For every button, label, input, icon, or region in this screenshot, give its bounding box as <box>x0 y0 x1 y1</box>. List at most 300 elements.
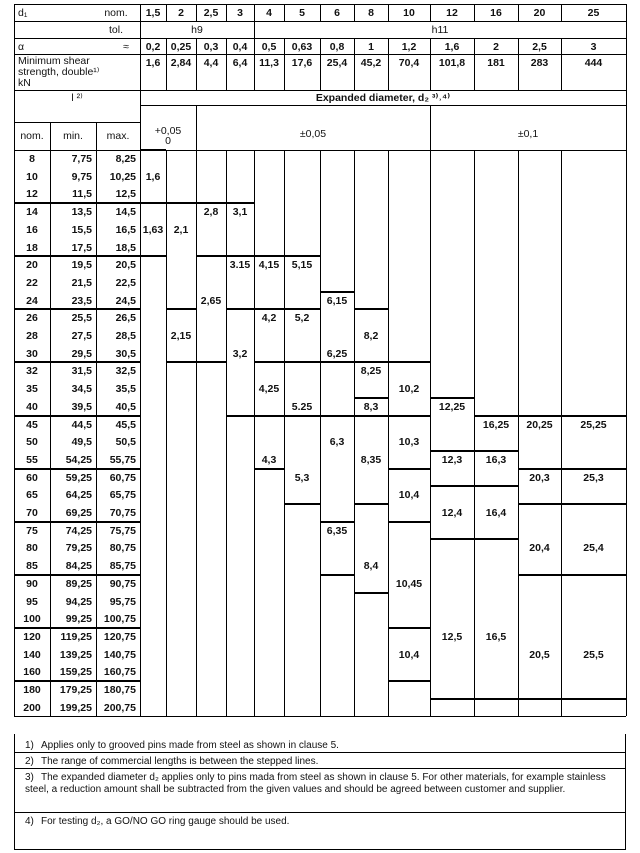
step-line <box>354 397 388 399</box>
shear-value-10: 181 <box>487 57 505 69</box>
length-nom-17: 55 <box>26 453 38 466</box>
footnote-number: 1) <box>25 740 34 751</box>
step-line <box>254 255 284 257</box>
step-line <box>196 361 226 363</box>
footnote-4 <box>25 816 610 828</box>
expanded-d8-3: 10,45 <box>395 577 423 590</box>
shear-value-9: 101,8 <box>438 57 466 69</box>
frame-right <box>626 4 627 716</box>
length-min-0: 7,75 <box>71 153 92 165</box>
expanded-d9-2: 12,4 <box>441 507 463 519</box>
length-max-23: 85,75 <box>109 560 136 573</box>
alpha-value-10: 2 <box>493 41 499 53</box>
step-line <box>196 255 226 257</box>
step-line <box>474 538 518 540</box>
length-max-11: 30,5 <box>115 347 136 360</box>
diameter-nom-2: 2,5 <box>203 7 219 19</box>
step-line <box>140 202 166 204</box>
length-min-5: 17,5 <box>71 241 92 254</box>
d1-label: d₁ <box>18 7 28 19</box>
length-max-9: 26,5 <box>115 312 136 325</box>
step-line <box>388 680 430 682</box>
expanded-d3-1: 3.15 <box>229 259 251 272</box>
expanded-d7-0: 8,2 <box>363 330 379 342</box>
expanded-d9-0: 12,25 <box>438 400 466 413</box>
column-line <box>388 150 389 716</box>
expanded-d6-3: 6,35 <box>326 524 348 537</box>
footnote-number: 4) <box>25 816 34 827</box>
length-min-1: 9,75 <box>71 170 92 183</box>
l-label: l ²⁾ <box>71 92 83 104</box>
step-line <box>140 149 166 151</box>
step-line <box>354 592 388 594</box>
step-line <box>474 485 518 487</box>
tol-h11: h11 <box>431 24 449 36</box>
length-max-7: 22,5 <box>115 276 136 289</box>
tol-label: tol. <box>108 24 123 36</box>
diameter-nom-7: 8 <box>368 7 374 19</box>
expanded-diameter-label: Expanded diameter, d₂ ³⁾˒⁴⁾ <box>315 92 451 104</box>
length-max-22: 80,75 <box>109 542 136 555</box>
diameter-nom-6: 6 <box>334 7 340 19</box>
alpha-value-3: 0,4 <box>232 41 248 53</box>
length-max-13: 35,5 <box>115 383 136 396</box>
expanded-d9-1: 12,3 <box>441 453 463 466</box>
step-line <box>474 415 518 417</box>
length-max-6: 20,5 <box>115 259 136 272</box>
group-line <box>14 521 140 523</box>
step-line <box>196 202 226 204</box>
alpha-value-9: 1,6 <box>444 41 460 53</box>
diameter-nom-0: 1,5 <box>145 7 161 19</box>
length-max-29: 160,75 <box>103 666 136 679</box>
footnote-number: 3) <box>25 772 34 783</box>
length-max-4: 16,5 <box>115 223 136 236</box>
shear-value-8: 70,4 <box>398 57 420 69</box>
col-min: min. <box>63 130 83 142</box>
step-line <box>518 574 561 576</box>
length-min-26: 99,25 <box>65 613 92 626</box>
length-max-2: 12,5 <box>115 188 136 201</box>
diameter-nom-9: 12 <box>446 7 458 19</box>
tol-h9: h9 <box>191 24 203 36</box>
group-line <box>14 627 140 629</box>
expanded-d5-2: 5.25 <box>291 400 313 413</box>
step-line <box>166 361 196 363</box>
length-min-10: 27,5 <box>71 330 92 342</box>
footnote-divider <box>15 812 625 813</box>
footnote-text: Applies only to grooved pins made from steel as shown in clause 5. <box>41 740 339 751</box>
step-line <box>561 503 626 505</box>
length-nom-31: 200 <box>23 701 41 714</box>
col-nom: nom. <box>20 130 44 142</box>
length-max-20: 70,75 <box>109 507 136 519</box>
step-line <box>430 397 474 399</box>
diameter-nom-8: 10 <box>403 7 415 19</box>
expanded-d7-2: 8,3 <box>363 400 379 413</box>
length-nom-6: 20 <box>26 259 38 272</box>
tol-group-2: ±0,05 <box>299 128 327 140</box>
diameter-nom-3: 3 <box>237 7 243 19</box>
expanded-d8-0: 10,2 <box>398 383 420 396</box>
step-line <box>254 415 284 417</box>
length-max-8: 24,5 <box>115 294 136 307</box>
length-min-2: 11,5 <box>72 188 92 201</box>
alpha-value-11: 2,5 <box>532 41 547 53</box>
shear-value-11: 283 <box>530 57 549 69</box>
expanded-d10-0: 16,25 <box>482 418 510 431</box>
step-line <box>518 698 561 700</box>
step-line <box>320 521 354 523</box>
step-line <box>226 308 254 310</box>
length-min-13: 34,5 <box>71 383 92 396</box>
length-max-24: 90,75 <box>109 577 136 590</box>
length-nom-3: 14 <box>26 206 38 219</box>
length-max-14: 40,5 <box>115 400 136 413</box>
expanded-d12-1: 25,3 <box>583 471 604 484</box>
step-line <box>354 308 388 310</box>
expanded-d11-1: 20,3 <box>529 471 550 484</box>
length-min-11: 29,5 <box>71 347 92 360</box>
footnotes <box>14 734 626 850</box>
expanded-d0-1: 1,63 <box>142 223 164 236</box>
length-nom-18: 60 <box>26 471 38 484</box>
step-line <box>226 255 254 257</box>
step-line <box>388 627 430 629</box>
length-max-18: 60,75 <box>109 471 136 484</box>
step-line <box>354 503 388 505</box>
expanded-d2-0: 2,8 <box>203 206 219 219</box>
alpha-value-1: 0,25 <box>170 41 192 53</box>
expanded-d8-1: 10,3 <box>398 436 420 449</box>
length-nom-30: 180 <box>23 684 41 696</box>
length-min-21: 74,25 <box>65 524 92 537</box>
step-line <box>430 450 474 452</box>
grid-line <box>14 90 626 91</box>
step-line <box>430 485 474 487</box>
step-line <box>354 415 388 417</box>
group-line <box>14 255 140 257</box>
grooved-pin-table <box>14 4 626 734</box>
shear-value-5: 17,6 <box>291 57 313 69</box>
length-max-16: 50,5 <box>115 436 136 449</box>
shear-value-6: 25,4 <box>326 57 348 69</box>
expanded-d12-2: 25,4 <box>583 542 604 555</box>
length-min-4: 15,5 <box>71 223 92 236</box>
length-max-21: 75,75 <box>109 524 136 537</box>
length-min-6: 19,5 <box>71 259 92 272</box>
expanded-d11-3: 20,5 <box>529 648 550 661</box>
group-line <box>14 680 140 682</box>
step-line <box>518 415 561 417</box>
expanded-d0-0: 1,6 <box>145 170 161 183</box>
expanded-d1-1: 2,15 <box>170 330 192 342</box>
length-min-31: 199,25 <box>59 701 92 714</box>
step-line <box>474 698 518 700</box>
step-line <box>388 415 430 417</box>
length-min-24: 89,25 <box>65 577 92 590</box>
alpha-value-6: 0,8 <box>329 41 345 53</box>
expanded-d4-3: 4,3 <box>261 453 277 466</box>
expanded-d11-2: 20,4 <box>529 542 550 555</box>
length-nom-15: 45 <box>26 418 38 431</box>
alpha-value-5: 0,63 <box>291 41 313 53</box>
column-line <box>196 150 197 716</box>
alpha-value-12: 3 <box>590 41 597 53</box>
length-nom-11: 30 <box>26 347 38 360</box>
step-line <box>166 202 196 204</box>
length-min-28: 139,25 <box>59 648 92 661</box>
expanded-d6-2: 6,3 <box>329 436 345 449</box>
tol-group-1: +0,05 <box>154 125 182 137</box>
column-line <box>561 150 562 716</box>
shear-label: strength, double¹⁾ <box>18 66 100 78</box>
length-nom-16: 50 <box>26 436 38 449</box>
shear-value-4: 11,3 <box>259 57 279 69</box>
step-line <box>226 415 254 417</box>
step-line <box>388 361 430 363</box>
length-nom-4: 16 <box>26 223 38 236</box>
shear-label: kN <box>18 77 31 89</box>
footnote-2 <box>25 756 610 768</box>
length-nom-2: 12 <box>26 188 38 201</box>
step-line <box>166 308 196 310</box>
shear-value-12: 444 <box>584 57 603 69</box>
expanded-d6-0: 6,15 <box>326 294 348 307</box>
length-max-10: 28,5 <box>115 330 136 342</box>
length-nom-25: 95 <box>26 595 38 608</box>
step-line <box>474 450 518 452</box>
grid-line <box>14 21 626 22</box>
grid-line <box>14 122 140 123</box>
length-nom-26: 100 <box>23 613 41 626</box>
step-line <box>284 415 320 417</box>
expanded-d3-2: 3,2 <box>232 347 248 360</box>
column-line <box>226 150 227 716</box>
step-line <box>518 468 561 470</box>
length-nom-1: 10 <box>26 170 38 183</box>
length-nom-8: 24 <box>26 294 38 307</box>
alpha-value-2: 0,3 <box>203 41 219 53</box>
step-line <box>254 468 284 470</box>
diameter-nom-4: 4 <box>266 7 272 19</box>
expanded-d3-0: 3,1 <box>232 206 248 219</box>
diameter-nom-10: 16 <box>490 7 502 19</box>
length-min-29: 159,25 <box>59 666 92 679</box>
expanded-d10-2: 16,4 <box>485 507 507 519</box>
length-min-27: 119,25 <box>60 630 92 643</box>
step-line <box>430 698 474 700</box>
step-line <box>226 202 254 204</box>
expanded-d7-4: 8,4 <box>363 560 379 573</box>
column-line <box>284 150 285 716</box>
length-min-30: 179,25 <box>59 684 92 696</box>
step-line <box>518 503 561 505</box>
column-line <box>254 150 255 716</box>
alpha-value-8: 1,2 <box>401 41 417 53</box>
length-max-26: 100,75 <box>103 613 136 626</box>
step-line <box>561 468 626 470</box>
expanded-d6-1: 6,25 <box>326 347 348 360</box>
group-line <box>14 361 140 363</box>
step-line <box>254 308 284 310</box>
step-line <box>561 698 626 700</box>
alpha-value-0: 0,2 <box>145 41 161 53</box>
step-line <box>320 291 354 293</box>
expanded-d12-3: 25,5 <box>583 648 604 661</box>
length-max-3: 14,5 <box>115 206 136 219</box>
expanded-d8-2: 10,4 <box>398 489 420 502</box>
step-line <box>320 574 354 576</box>
footnote-1 <box>25 740 610 752</box>
length-nom-13: 35 <box>26 383 38 396</box>
length-nom-22: 80 <box>26 542 38 555</box>
length-nom-24: 90 <box>26 577 38 590</box>
shear-value-3: 6,4 <box>232 57 248 69</box>
expanded-d10-3: 16,5 <box>485 630 507 643</box>
diameter-nom-11: 20 <box>533 7 546 19</box>
tol-group-1b: 0 <box>165 135 171 147</box>
length-min-23: 84,25 <box>65 560 92 573</box>
length-min-17: 54,25 <box>65 453 92 466</box>
step-line <box>254 361 284 363</box>
length-max-30: 180,75 <box>103 684 136 696</box>
step-line <box>320 415 354 417</box>
col-max: max. <box>106 130 130 142</box>
length-min-8: 23,5 <box>71 294 92 307</box>
expanded-d10-1: 16,3 <box>485 453 507 466</box>
length-nom-0: 8 <box>29 153 35 165</box>
expanded-d5-0: 5,15 <box>291 259 313 272</box>
step-line <box>388 521 430 523</box>
expanded-d7-1: 8,25 <box>360 365 382 378</box>
length-max-1: 10,25 <box>109 170 136 183</box>
length-nom-27: 120 <box>23 630 41 643</box>
length-min-14: 39,5 <box>71 400 92 413</box>
footnote-number: 2) <box>25 756 34 767</box>
group-line <box>14 468 140 470</box>
length-min-18: 59,25 <box>65 471 92 484</box>
length-max-17: 55,75 <box>109 453 136 466</box>
length-min-15: 44,5 <box>71 418 92 431</box>
expanded-d1-0: 2,1 <box>173 223 189 236</box>
diameter-nom-5: 5 <box>299 7 305 19</box>
diameter-nom-1: 2 <box>178 7 184 19</box>
group-line <box>14 308 140 310</box>
step-line <box>284 308 320 310</box>
length-nom-29: 160 <box>23 666 41 679</box>
length-min-12: 31,5 <box>71 365 92 378</box>
shear-value-2: 4,4 <box>203 57 219 69</box>
footnote-3 <box>25 772 610 796</box>
shear-value-0: 1,6 <box>145 57 161 69</box>
length-nom-28: 140 <box>23 648 41 661</box>
length-max-25: 95,75 <box>109 595 136 608</box>
footnote-text: The expanded diameter d₂ applies only to pins mada from steel as shown in clause 5. For other materials, for example stainless steel, a reduction amount shall be subtracted from the given values and should be agreed between customer and supplier. <box>25 772 606 795</box>
step-line <box>320 361 354 363</box>
group-line <box>14 202 140 204</box>
footnote-text: The range of commercial lengths is between the stepped lines. <box>41 756 319 767</box>
length-max-15: 45,5 <box>115 418 136 431</box>
length-nom-21: 75 <box>26 524 38 537</box>
grid-line <box>14 150 140 151</box>
length-min-25: 94,25 <box>65 595 92 608</box>
expanded-d2-1: 2,65 <box>200 294 222 307</box>
length-nom-7: 22 <box>26 276 38 289</box>
grid-line <box>140 90 141 716</box>
length-nom-23: 85 <box>26 560 38 573</box>
footnote-text: For testing d₂, a GO/NO GO ring gauge should be used. <box>41 816 290 827</box>
step-line <box>561 415 626 417</box>
length-max-5: 18,5 <box>115 241 136 254</box>
grid-line <box>140 105 626 106</box>
length-min-9: 25,5 <box>71 312 92 325</box>
length-max-19: 65,75 <box>109 489 136 502</box>
length-max-28: 140,75 <box>103 648 136 661</box>
length-min-7: 21,5 <box>71 276 92 289</box>
length-min-16: 49,5 <box>71 436 92 449</box>
alpha-unit: ≈ <box>123 41 129 53</box>
length-max-31: 200,75 <box>103 701 136 714</box>
length-min-22: 79,25 <box>65 542 92 555</box>
shear-value-1: 2,84 <box>170 57 192 69</box>
footnote-divider <box>15 768 625 769</box>
footnote-divider <box>15 752 625 753</box>
group-line <box>14 415 140 417</box>
step-line <box>140 255 166 257</box>
expanded-d11-0: 20,25 <box>526 418 553 431</box>
expanded-d5-3: 5,3 <box>294 471 310 484</box>
step-line <box>430 538 474 540</box>
step-line <box>284 255 320 257</box>
length-min-19: 64,25 <box>65 489 92 502</box>
expanded-d4-1: 4,2 <box>261 312 277 325</box>
frame-left <box>14 4 15 716</box>
expanded-d12-0: 25,25 <box>580 418 607 431</box>
group-line <box>14 574 140 576</box>
length-nom-19: 65 <box>26 489 38 502</box>
length-min-3: 13,5 <box>71 206 92 219</box>
column-line <box>320 150 321 716</box>
shear-label: Minimum shear <box>18 55 90 67</box>
length-nom-10: 28 <box>26 330 38 342</box>
length-max-0: 8,25 <box>115 153 136 165</box>
length-nom-14: 40 <box>26 400 38 413</box>
expanded-d9-3: 12,5 <box>441 630 463 643</box>
expanded-d4-0: 4,15 <box>258 259 280 272</box>
expanded-d8-4: 10,4 <box>398 648 420 661</box>
step-line <box>354 361 388 363</box>
column-line <box>518 150 519 716</box>
length-nom-20: 70 <box>26 507 38 519</box>
length-nom-5: 18 <box>26 241 38 254</box>
length-max-27: 120,75 <box>103 630 136 643</box>
diameter-nom-12: 25 <box>587 7 600 19</box>
length-nom-9: 26 <box>26 312 38 325</box>
expanded-d4-2: 4,25 <box>258 383 280 396</box>
step-line <box>388 468 430 470</box>
column-line <box>354 150 355 716</box>
tol-group-3: ±0,1 <box>517 128 539 140</box>
alpha-value-4: 0,5 <box>261 41 277 53</box>
expanded-d7-3: 8,35 <box>360 453 382 466</box>
alpha-value-7: 1 <box>368 41 374 53</box>
length-min-20: 69,25 <box>65 507 92 519</box>
step-line <box>561 574 626 576</box>
nom-label: nom. <box>104 7 128 19</box>
length-max-12: 32,5 <box>115 365 136 378</box>
step-line <box>284 503 320 505</box>
